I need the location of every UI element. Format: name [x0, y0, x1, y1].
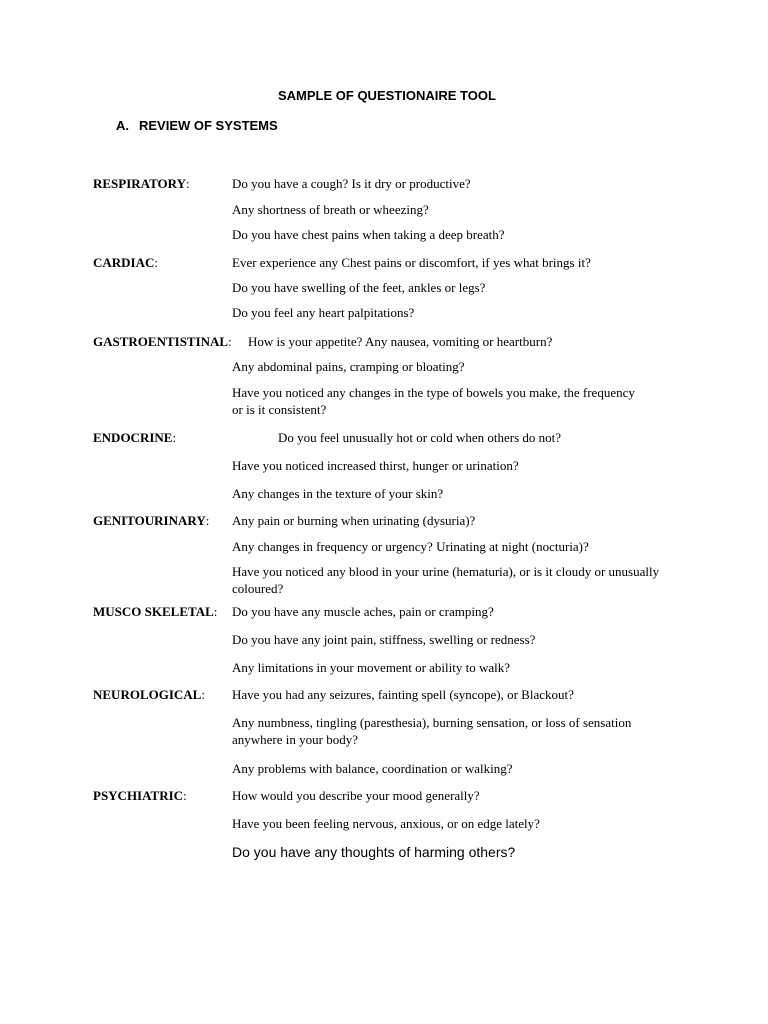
question-gastrointestinal-2: Any abdominal pains, cramping or bloating?: [232, 359, 465, 374]
section-marker: A.: [116, 118, 129, 133]
system-label-respiratory: RESPIRATORY:: [93, 176, 190, 191]
question-genitourinary-3: Have you noticed any blood in your urine (hematuria), or is it cloudy or unusually coloured?: [232, 564, 660, 596]
question-respiratory-2: Any shortness of breath or wheezing?: [232, 202, 429, 217]
question-musculoskeletal-3: Any limitations in your movement or ability to walk?: [232, 660, 511, 675]
question-psychiatric-3: Do you have any thoughts of harming others?: [232, 844, 516, 860]
question-endocrine-1: Do you feel unusually hot or cold when others do not?: [278, 430, 562, 445]
question-gastrointestinal-3: Have you noticed any changes in the type of bowels you make, the frequency or is it consistent?: [232, 385, 635, 417]
page-title: SAMPLE OF QUESTIONAIRE TOOL: [278, 88, 496, 103]
question-cardiac-3: Do you feel any heart palpitations?: [232, 305, 415, 320]
question-gastrointestinal-1: How is your appetite? Any nausea, vomiting or heartburn?: [248, 334, 553, 349]
question-musculoskeletal-2: Do you have any joint pain, stiffness, swelling or redness?: [232, 632, 536, 647]
system-label-gastrointestinal: GASTROENTISTINAL:: [93, 334, 232, 349]
system-label-musculoskeletal: MUSCO SKELETAL:: [93, 604, 218, 619]
question-neurological-1: Have you had any seizures, fainting spell (syncope), or Blackout?: [232, 687, 574, 702]
question-endocrine-2: Have you noticed increased thirst, hunger or urination?: [232, 458, 519, 473]
system-label-endocrine: ENDOCRINE:: [93, 430, 177, 445]
question-endocrine-3: Any changes in the texture of your skin?: [232, 486, 444, 501]
question-cardiac-1: Ever experience any Chest pains or discomfort, if yes what brings it?: [232, 255, 591, 270]
question-neurological-3: Any problems with balance, coordination or walking?: [232, 761, 513, 776]
question-genitourinary-1: Any pain or burning when urinating (dysuria)?: [232, 513, 476, 528]
question-respiratory-3: Do you have chest pains when taking a deep breath?: [232, 227, 505, 242]
question-psychiatric-2: Have you been feeling nervous, anxious, or on edge lately?: [232, 816, 540, 831]
question-genitourinary-2: Any changes in frequency or urgency? Urinating at night (nocturia)?: [232, 539, 589, 554]
question-respiratory-1: Do you have a cough? Is it dry or productive?: [232, 176, 471, 191]
question-cardiac-2: Do you have swelling of the feet, ankles or legs?: [232, 280, 486, 295]
system-label-neurological: NEUROLOGICAL:: [93, 687, 205, 702]
section-heading: REVIEW OF SYSTEMS: [139, 118, 278, 133]
system-label-cardiac: CARDIAC:: [93, 255, 159, 270]
system-label-psychiatric: PSYCHIATRIC:: [93, 788, 187, 803]
question-musculoskeletal-1: Do you have any muscle aches, pain or cramping?: [232, 604, 494, 619]
question-psychiatric-1: How would you describe your mood generally?: [232, 788, 480, 803]
system-label-genitourinary: GENITOURINARY:: [93, 513, 210, 528]
question-neurological-2: Any numbness, tingling (paresthesia), burning sensation, or loss of sensation anywhere in your body?: [232, 715, 632, 747]
